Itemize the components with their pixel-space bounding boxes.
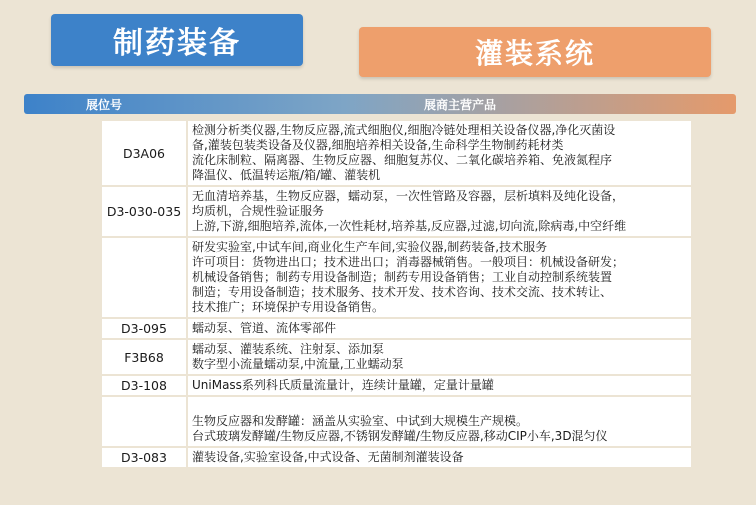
product-line: 灌装设备,实验室设备,中式设备、无菌制剂灌装设备 [192, 450, 464, 464]
booth-number: D3-108 [102, 376, 188, 395]
product-line: 研发实验室,中试车间,商业化生产车间,实验仪器,制药装备,技术服务 [192, 240, 548, 254]
product-line: 蠕动泵、灌装系统、注射泵、添加泵 [192, 342, 385, 356]
table-row [102, 121, 691, 187]
product-line: 上游,下游,细胞培养,流体,一次性耗材,培养基,反应器,过滤,切向流,除病毒,中空纤维 [192, 219, 627, 233]
table-row [102, 340, 691, 376]
product-line: 许可项目：货物进出口；技术进出口；消毒器械销售。一般项目：机械设备研发； [192, 255, 625, 269]
table-header [24, 94, 736, 114]
product-line: 机械设备销售；制药专用设备制造；制药专用设备销售；工业自动控制系统装置 [192, 270, 613, 284]
booth-number: D3A06 [102, 121, 188, 185]
product-line: 检测分析类仪器,生物反应器,流式细胞仪,细胞冷链处理相关设备仪器,净化灭菌设 [192, 123, 616, 137]
booth-number: D3-095 [102, 319, 188, 338]
product-line: 均质机，合规性验证服务 [192, 204, 325, 218]
booth-number [102, 397, 188, 446]
product-line: 无血清培养基，生物反应器，蠕动泵，一次性管路及容器，层析填料及纯化设备， [192, 189, 625, 203]
product-description [188, 376, 691, 395]
product-line: 降温仪、低温转运瓶/箱/罐、灌装机 [192, 168, 381, 182]
product-description [188, 397, 691, 446]
category-tab-filling-system: 灌装系统 [359, 27, 711, 77]
table-row [102, 187, 691, 238]
product-description [188, 448, 691, 467]
product-line: 生物反应器和发酵罐：涵盖从实验室、中试到大规模生产规模。 [192, 414, 529, 428]
product-description [188, 319, 691, 338]
booth-number: F3B68 [102, 340, 188, 374]
booth-number: D3-030-035 [102, 187, 188, 236]
product-line: 备,灌装包装类设备及仪器,细胞培养相关设备,生命科学生物制药耗材类 [192, 138, 564, 152]
product-line: 蠕动泵、管道、流体零部件 [192, 321, 337, 335]
product-description [188, 121, 691, 185]
table-row [102, 238, 691, 319]
table-row [102, 376, 691, 397]
table-row [102, 448, 691, 469]
product-line: 流化床制粒、隔离器、生物反应器、细胞复苏仪、二氧化碳培养箱、免液氮程序 [192, 153, 613, 167]
table-row [102, 397, 691, 448]
product-description [188, 340, 691, 374]
booth-number [102, 238, 188, 317]
product-line: 技术推广；环境保护专用设备销售。 [192, 300, 385, 314]
product-description [188, 187, 691, 236]
product-line: UniMass系列科氏质量流量计，连续计量罐，定量计量罐 [192, 378, 494, 392]
booth-number: D3-083 [102, 448, 188, 467]
category-tab-pharma-equipment: 制药装备 [51, 14, 303, 66]
header-booth: 展位号 [85, 98, 122, 112]
table-row [102, 319, 691, 340]
product-description [188, 238, 691, 317]
header-products: 展商主营产品 [423, 98, 496, 112]
exhibitor-table [102, 121, 691, 469]
product-line: 数字型小流量蠕动泵,中流量,工业蠕动泵 [192, 357, 404, 371]
product-line: 制造；专用设备制造；技术服务、技术开发、技术咨询、技术交流、技术转让、 [192, 285, 613, 299]
product-line: 台式玻璃发酵罐/生物反应器,不锈钢发酵罐/生物反应器,移动CIP小车,3D混匀仪 [192, 429, 608, 443]
product-line [192, 399, 691, 414]
